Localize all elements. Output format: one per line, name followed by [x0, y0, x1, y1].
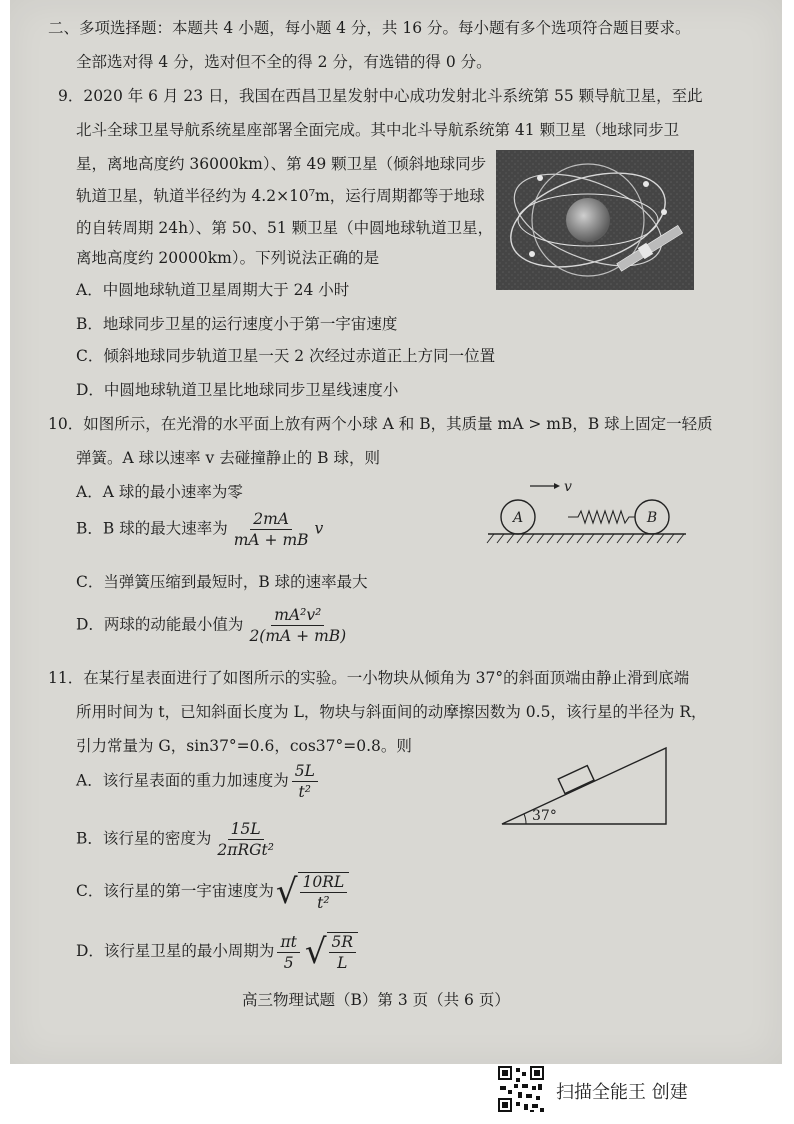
q11-incline-figure [496, 744, 682, 830]
angle-arc [524, 814, 526, 824]
q11-option-a-label: A．该行星表面的重力加速度为 [76, 771, 289, 790]
q11-option-d [76, 932, 358, 972]
q11-option-b-label: B．该行星的密度为 [76, 829, 212, 848]
q11-line-1: 11．在某行星表面进行了如图所示的实验。一小物块从倾角为 37°的斜面顶端由静止滑到底端 [48, 669, 690, 687]
q10-option-d-label: D．两球的动能最小值为 [76, 615, 244, 634]
q10-option-d-numerator: mA²v² [271, 606, 324, 626]
q11-option-d-fraction [277, 933, 299, 972]
section-rule: 全部选对得 4 分，选对但不全的得 2 分，有选错的得 0 分。 [76, 53, 492, 71]
q10-option-b-tail: v [314, 519, 324, 538]
q9-option-a: A．中圆地球轨道卫星周期大于 24 小时 [76, 281, 350, 299]
q11-line-2: 所用时间为 t，已知斜面长度为 L，物块与斜面间的动摩擦因数为 0.5，该行星的半径为 R， [76, 703, 707, 721]
q11-option-c-label: C．该行星的第一宇宙速度为 [76, 882, 274, 900]
q10-line-1: 10．如图所示，在光滑的水平面上放有两个小球 A 和 B，其质量 mA > mB，B 球上固定一轻质 [48, 415, 713, 433]
q9-option-d: D．中圆地球轨道卫星比地球同步卫星线速度小 [76, 381, 399, 399]
q10-line-2: 弹簧。A 球以速率 v 去碰撞静止的 B 球，则 [76, 449, 380, 467]
q10-option-b-fraction [231, 510, 312, 549]
q11-option-d-root-denominator: L [337, 954, 348, 972]
velocity-label: v [564, 479, 572, 495]
q11-option-a-denominator: t² [298, 783, 311, 801]
q11-option-d-label: D．该行星卫星的最小周期为 [76, 942, 275, 960]
q9-line-3: 星，离地高度约 36000km）、第 49 颗卫星（倾斜地球同步 [76, 155, 487, 173]
spring-icon [568, 511, 635, 523]
q10-option-d [76, 606, 352, 645]
q11-option-b-fraction [214, 820, 277, 859]
q11-option-d-denominator: 5 [283, 953, 294, 972]
earth-icon [566, 198, 610, 242]
q11-option-d-root-numerator: 5R [329, 933, 357, 953]
sqrt-icon: √ [275, 872, 298, 912]
q11-option-a-fraction [292, 762, 318, 801]
q11-option-c [76, 872, 349, 912]
q11-option-c-denominator: t² [317, 894, 330, 912]
ground-hatch [487, 534, 684, 543]
q10-option-c: C．当弹簧压缩到最短时，B 球的速率最大 [76, 573, 368, 591]
beidou-orbit-photo [496, 150, 694, 290]
q10-option-b-label: B．B 球的最大速率为 [76, 519, 228, 538]
q11-option-a-numerator: 5L [292, 762, 318, 782]
q10-option-a: A．A 球的最小速率为零 [76, 483, 243, 501]
qr-code-icon [496, 1064, 546, 1114]
q10-collision-figure [480, 474, 690, 550]
scanner-credit: 扫描全能王 创建 [556, 1082, 688, 1103]
q11-option-b [76, 820, 280, 859]
q9-line-6: 离地高度约 20000km）。下列说法正确的是 [76, 249, 380, 267]
q10-option-d-denominator: 2(mA + mB) [249, 627, 347, 645]
q11-option-b-numerator: 15L [228, 820, 264, 840]
q9-line-5: 的自转周期 24h）、第 50、51 颗卫星（中圆地球轨道卫星， [76, 219, 494, 237]
angle-label: 37° [532, 808, 557, 824]
q10-option-d-fraction [246, 606, 349, 645]
q11-option-c-numerator: 10RL [300, 873, 348, 893]
section-heading: 二、多项选择题：本题共 4 小题，每小题 4 分，共 16 分。每小题有多个选项符合题目要求。 [48, 19, 691, 37]
q11-option-c-sqrt [276, 872, 349, 912]
q9-line-2: 北斗全球卫星导航系统星座部署全面完成。其中北斗导航系统第 41 颗卫星（地球同步卫 [76, 121, 680, 139]
ball-a-label: A [512, 510, 524, 526]
page-footer: 高三物理试题（B）第 3 页（共 6 页） [242, 991, 510, 1009]
q10-option-b-denominator: mA + mB [233, 531, 309, 549]
sqrt-icon: √ [304, 932, 327, 972]
incline-triangle [502, 748, 666, 824]
q10-option-b [76, 510, 323, 549]
q11-option-b-denominator: 2πRGt² [217, 841, 274, 859]
q10-option-b-numerator: 2mA [250, 510, 292, 530]
q9-option-b: B．地球同步卫星的运行速度小于第一宇宙速度 [76, 315, 398, 333]
q9-line-4: 轨道卫星，轨道半径约为 4.2×10⁷m，运行周期都等于地球 [76, 187, 485, 205]
q11-line-3: 引力常量为 G，sin37°=0.6，cos37°=0.8。则 [76, 737, 412, 755]
q11-option-d-sqrt [305, 932, 358, 972]
q9-line-1: 9．2020 年 6 月 23 日，我国在西昌卫星发射中心成功发射北斗系统第 55 颗导航卫星，至此 [58, 87, 703, 105]
ball-b-label: B [646, 510, 658, 526]
exam-page [10, 0, 782, 1064]
q11-option-d-numerator: πt [277, 933, 299, 953]
q11-option-a [76, 762, 321, 801]
q9-option-c: C．倾斜地球同步轨道卫星一天 2 次经过赤道正上方同一位置 [76, 347, 496, 365]
